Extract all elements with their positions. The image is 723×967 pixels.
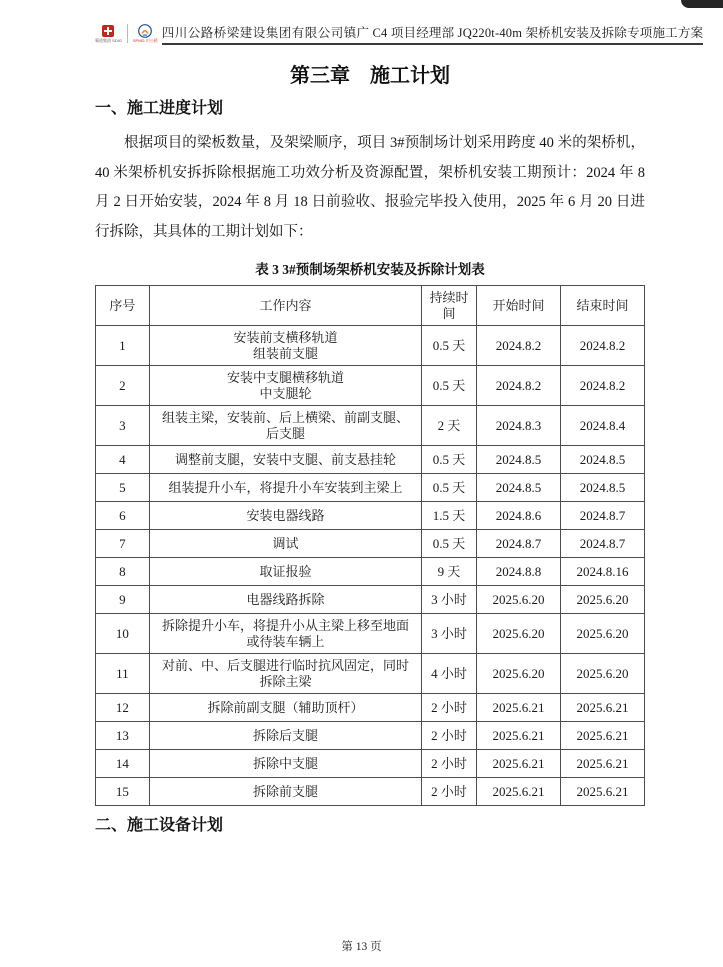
row-number-cell: 5 [96, 474, 150, 502]
row-number-cell: 12 [96, 694, 150, 722]
header-duration: 持续时间 [422, 286, 477, 326]
plan-table-body [96, 326, 645, 806]
header-start-date: 开始时间 [477, 286, 561, 326]
duration-cell: 0.5 天 [422, 474, 477, 502]
end-date-cell: 2025.6.21 [560, 750, 644, 778]
row-number-cell: 11 [96, 654, 150, 694]
table-row [96, 778, 645, 806]
row-number-cell: 14 [96, 750, 150, 778]
start-date-cell: 2024.8.5 [477, 474, 561, 502]
start-date-cell: 2025.6.21 [477, 694, 561, 722]
start-date-cell: 2025.6.21 [477, 778, 561, 806]
table-row [96, 694, 645, 722]
table-row [96, 586, 645, 614]
section-title-progress-plan: 一、施工进度计划 [95, 100, 224, 117]
table-row [96, 614, 645, 654]
duration-cell: 2 小时 [422, 722, 477, 750]
work-content-cell: 安装电器线路 [149, 502, 421, 530]
end-date-cell: 2024.8.5 [560, 474, 644, 502]
spmg-logo-caption: SPMG 川公桥 [132, 38, 158, 43]
row-number-cell: 2 [96, 366, 150, 406]
spmg-logo-icon [138, 24, 152, 38]
start-date-cell: 2024.8.7 [477, 530, 561, 558]
duration-cell: 2 小时 [422, 778, 477, 806]
work-content-cell: 安装中支腿横移轨道 中支腿轮 [149, 366, 421, 406]
row-number-cell: 9 [96, 586, 150, 614]
start-date-cell: 2024.8.3 [477, 406, 561, 446]
work-content-cell: 电器线路拆除 [149, 586, 421, 614]
sdig-logo [95, 25, 122, 43]
start-date-cell: 2025.6.20 [477, 654, 561, 694]
end-date-cell: 2024.8.5 [560, 446, 644, 474]
work-content-cell: 拆除中支腿 [149, 750, 421, 778]
chapter-title: 第三章 施工计划 [290, 65, 450, 87]
end-date-cell: 2025.6.20 [560, 654, 644, 694]
row-number-cell: 13 [96, 722, 150, 750]
end-date-cell: 2025.6.20 [560, 586, 644, 614]
duration-cell: 0.5 天 [422, 530, 477, 558]
header-logos [95, 24, 158, 45]
table-row [96, 654, 645, 694]
end-date-cell: 2024.8.16 [560, 558, 644, 586]
table-row [96, 750, 645, 778]
table-row [96, 474, 645, 502]
work-content-cell: 调试 [149, 530, 421, 558]
document-header [95, 24, 704, 45]
duration-cell: 2 小时 [422, 694, 477, 722]
sdig-logo-caption: 蜀道集团 SDIG [95, 37, 122, 43]
row-number-cell: 15 [96, 778, 150, 806]
header-row-number: 序号 [96, 286, 150, 326]
table-row [96, 558, 645, 586]
header-end-date: 结束时间 [560, 286, 644, 326]
sdig-logo-icon [102, 25, 114, 37]
duration-cell: 0.5 天 [422, 366, 477, 406]
row-number-cell: 6 [96, 502, 150, 530]
table-row [96, 530, 645, 558]
table-caption: 表 3 3#预制场架桥机安装及拆除计划表 [255, 262, 485, 277]
end-date-cell: 2025.6.21 [560, 694, 644, 722]
table-row [96, 366, 645, 406]
row-number-cell: 1 [96, 326, 150, 366]
work-content-cell: 安装前支横移轨道 组装前支腿 [149, 326, 421, 366]
section-title-equipment-plan: 二、施工设备计划 [95, 817, 224, 834]
end-date-cell: 2025.6.21 [560, 722, 644, 750]
intro-paragraph: 根据项目的梁板数量，及架梁顺序，项目 3#预制场计划采用跨度 40 米的架桥机，40 米架桥机安拆拆除根据施工功效分析及资源配置，架桥机安装工期预计：2024 年 8 月 2 日开始安装，2024 年 8 月 18 日前验收、报验完毕投入使用，2025 年 6 月 20 日进行拆除，其具体的工期计划如下： [95, 135, 645, 240]
installation-removal-plan-table [95, 285, 645, 806]
row-number-cell: 7 [96, 530, 150, 558]
row-number-cell: 8 [96, 558, 150, 586]
duration-cell: 1.5 天 [422, 502, 477, 530]
start-date-cell: 2024.8.6 [477, 502, 561, 530]
spmg-logo [133, 24, 158, 43]
duration-cell: 0.5 天 [422, 326, 477, 366]
duration-cell: 3 小时 [422, 586, 477, 614]
end-date-cell: 2024.8.2 [560, 326, 644, 366]
duration-cell: 9 天 [422, 558, 477, 586]
start-date-cell: 2025.6.20 [477, 614, 561, 654]
start-date-cell: 2025.6.21 [477, 722, 561, 750]
table-row [96, 722, 645, 750]
start-date-cell: 2025.6.20 [477, 586, 561, 614]
row-number-cell: 10 [96, 614, 150, 654]
table-row [96, 326, 645, 366]
end-date-cell: 2024.8.7 [560, 530, 644, 558]
table-header-row [96, 286, 645, 326]
work-content-cell: 拆除后支腿 [149, 722, 421, 750]
duration-cell: 3 小时 [422, 614, 477, 654]
header-work-content: 工作内容 [149, 286, 421, 326]
duration-cell: 2 天 [422, 406, 477, 446]
header-company-name: 四川公路桥梁建设集团有限公司 [161, 26, 344, 40]
duration-cell: 0.5 天 [422, 446, 477, 474]
table-row [96, 446, 645, 474]
work-content-cell: 调整前支腿，安装中支腿、前支悬挂轮 [149, 446, 421, 474]
duration-cell: 2 小时 [422, 750, 477, 778]
start-date-cell: 2025.6.21 [477, 750, 561, 778]
row-number-cell: 3 [96, 406, 150, 446]
logo-divider [127, 24, 128, 43]
page-number: 第 13 页 [341, 941, 382, 953]
work-content-cell: 取证报验 [149, 558, 421, 586]
end-date-cell: 2024.8.7 [560, 502, 644, 530]
work-content-cell: 对前、中、后支腿进行临时抗风固定，同时 拆除主梁 [149, 654, 421, 694]
end-date-cell: 2024.8.2 [560, 366, 644, 406]
table-row [96, 502, 645, 530]
table-row [96, 406, 645, 446]
end-date-cell: 2025.6.21 [560, 778, 644, 806]
header-doc-title: 镇广 C4 项目经理部 JQ220t-40m 架桥机安装及拆除专项施工方案 [343, 26, 704, 40]
duration-cell: 4 小时 [422, 654, 477, 694]
start-date-cell: 2024.8.2 [477, 326, 561, 366]
work-content-cell: 组装提升小车，将提升小车安装到主梁上 [149, 474, 421, 502]
work-content-cell: 拆除前支腿 [149, 778, 421, 806]
work-content-cell: 拆除前副支腿（辅助顶杆） [149, 694, 421, 722]
start-date-cell: 2024.8.5 [477, 446, 561, 474]
start-date-cell: 2024.8.8 [477, 558, 561, 586]
start-date-cell: 2024.8.2 [477, 366, 561, 406]
row-number-cell: 4 [96, 446, 150, 474]
work-content-cell: 拆除提升小车，将提升小从主梁上移至地面 或待装车辆上 [149, 614, 421, 654]
end-date-cell: 2025.6.20 [560, 614, 644, 654]
header-text-rule [162, 26, 704, 45]
work-content-cell: 组装主梁，安装前、后上横梁、前副支腿、 后支腿 [149, 406, 421, 446]
end-date-cell: 2024.8.4 [560, 406, 644, 446]
